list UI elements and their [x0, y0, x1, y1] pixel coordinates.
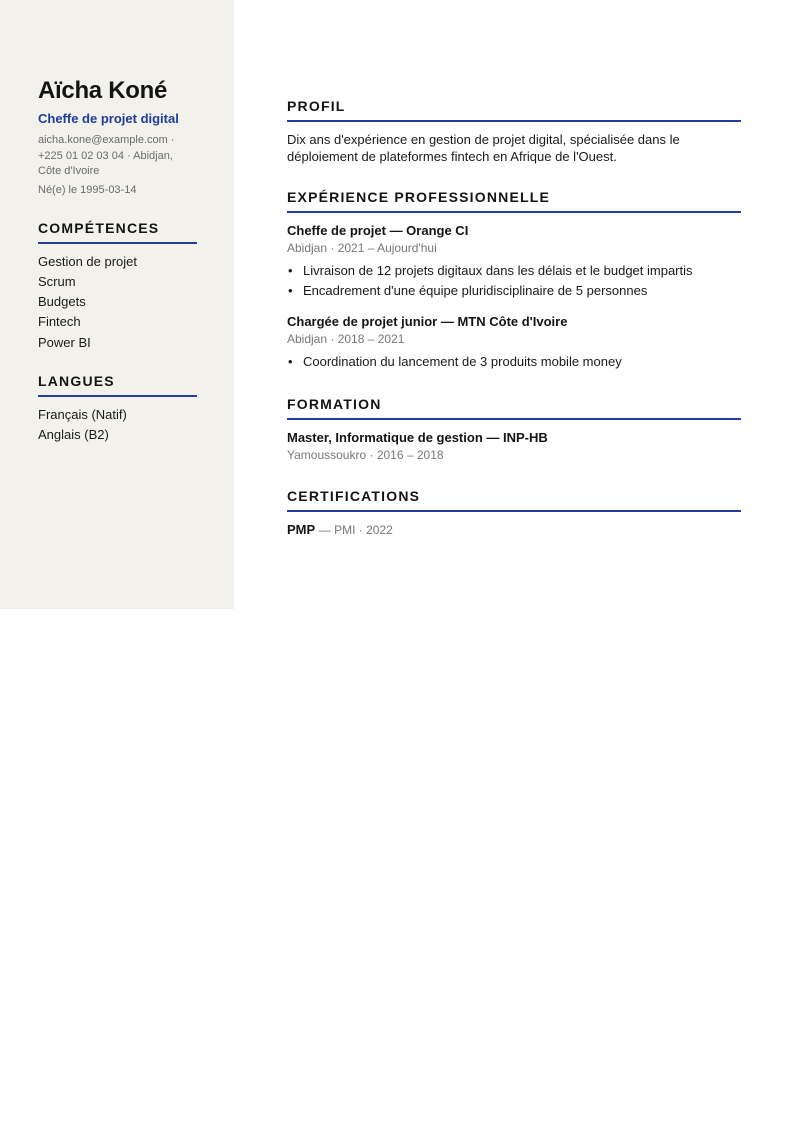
job-bullet: • Coordination du lancement de 3 produits mobile money	[287, 352, 741, 372]
job-bullets	[287, 352, 741, 372]
job-title: Chargée de projet junior — MTN Côte d'Ivoire	[287, 314, 568, 329]
profile-heading: PROFIL	[287, 98, 741, 122]
certification-name: PMP	[287, 522, 316, 537]
profile-text: Dix ans d'expérience en gestion de projet digital, spécialisée dans le déploiement de plateformes fintech en Afrique de l'Ouest.	[287, 132, 680, 164]
education-meta: Yamoussoukro · 2016 – 2018	[287, 448, 444, 462]
skill-item: Budgets	[38, 294, 86, 310]
experience-heading: EXPÉRIENCE PROFESSIONNELLE	[287, 189, 741, 213]
education-entry	[287, 429, 741, 464]
skill-item: Gestion de projet	[38, 253, 138, 269]
certification-meta: — PMI · 2022	[318, 523, 393, 537]
certifications-section	[287, 488, 741, 539]
job-bullets	[287, 261, 741, 301]
education-title: Master, Informatique de gestion — INP-HB	[287, 430, 548, 445]
languages-list	[38, 405, 198, 446]
skills-list	[38, 252, 198, 353]
job-bullet: • Livraison de 12 projets digitaux dans les délais et le budget impartis	[287, 261, 741, 281]
job-meta: Abidjan · 2021 – Aujourd'hui	[287, 241, 437, 255]
job-entry	[287, 313, 741, 372]
profile-section	[287, 98, 741, 165]
job-title: Cheffe de projet — Orange CI	[287, 223, 469, 238]
job-meta: Abidjan · 2018 – 2021	[287, 332, 405, 346]
education-section	[287, 396, 741, 464]
job-bullet: • Encadrement d'une équipe pluridisciplinaire de 5 personnes	[287, 281, 741, 301]
job-entry	[287, 222, 741, 301]
languages-section	[38, 373, 198, 446]
contact-info: aicha.kone@example.com · +225 01 02 03 04 · Abidjan, Côte d'Ivoire	[38, 134, 175, 177]
skills-section	[38, 220, 198, 353]
skill-item: Power BI	[38, 334, 91, 350]
languages-heading: LANGUES	[38, 373, 197, 397]
person-name: Aïcha Koné	[38, 77, 168, 104]
certification-entry	[287, 521, 741, 539]
certifications-heading: CERTIFICATIONS	[287, 488, 741, 512]
experience-section	[287, 189, 741, 372]
education-heading: FORMATION	[287, 396, 741, 420]
person-role: Cheffe de projet digital	[38, 111, 179, 126]
language-item: Anglais (B2)	[38, 427, 109, 443]
sidebar	[0, 0, 234, 609]
skill-item: Fintech	[38, 314, 81, 330]
birth-date: Né(e) le 1995-03-14	[38, 183, 137, 196]
skill-item: Scrum	[38, 273, 76, 289]
main-content	[287, 98, 741, 563]
language-item: Français (Natif)	[38, 406, 127, 422]
skills-heading: COMPÉTENCES	[38, 220, 197, 244]
